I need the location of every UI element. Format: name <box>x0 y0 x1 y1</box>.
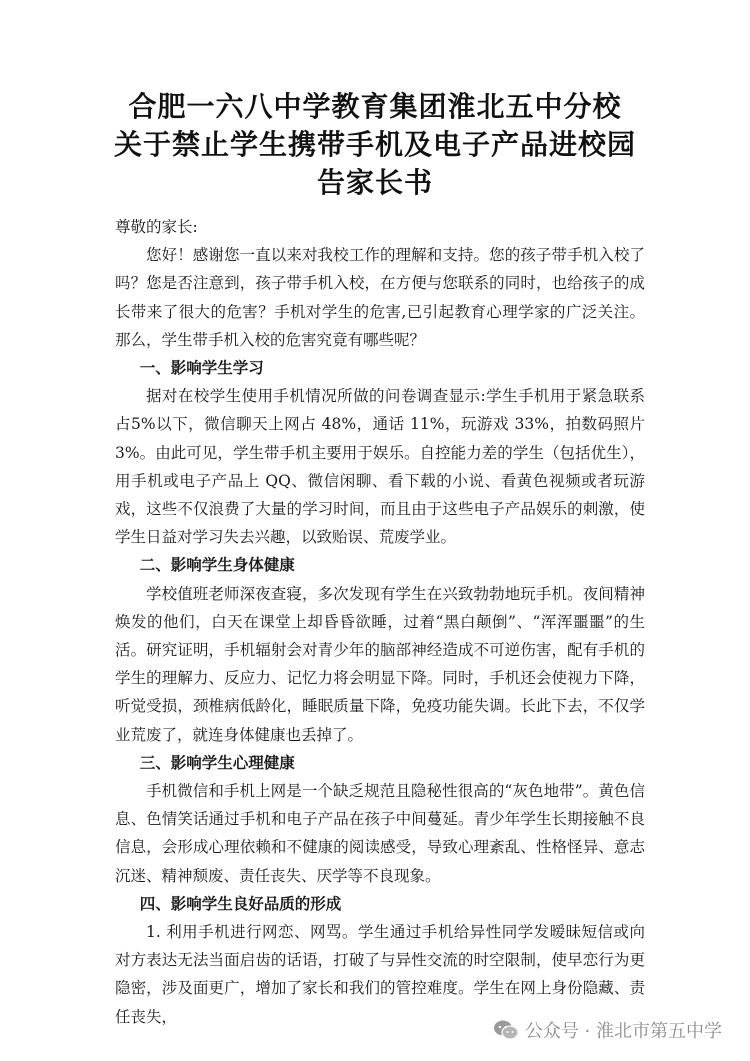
document-title <box>0 88 750 202</box>
watermark-text: 公众号 · 淮北市第五中学 <box>524 1021 722 1042</box>
letter-body <box>115 213 645 1031</box>
section-heading: 三、影响学生心理健康 <box>139 753 295 772</box>
section-paragraph: 手机微信和手机上网是一个缺乏规范且隐秘性很高的“灰色地带”。黄色信息、色情笑话通过手机和电子产品在孩子中间蔓延。青少年学生长期接触不良信息，会形成心理依赖和不健康的阅读感受，导致心理紊乱、性格怪异、意志沉迷、精神颓废、责任丧失、厌学等不良现象。 <box>115 782 645 885</box>
title-line-3: 告家长书 <box>316 166 433 199</box>
section-heading: 四、影响学生良好品质的形成 <box>139 894 342 913</box>
section-paragraph: 据对在校学生使用手机情况所做的问卷调查显示:学生手机用于紧急联系占5%以下，微信聊天上网占 48%，通话 11%，玩游戏 33%，拍数码照片 3%。由此可见，学生带手机主要用于娱乐。自控能力差的学生（包括优生），用手机或电子产品上 QQ、微信闲聊、看下载的小说、看黄色视频或者玩游戏，这些不仅浪费了大量的学习时间，而且由于这些电子产品娱乐的刺激，使学生日益对学习失去兴趣，以致贻误、荒废学业。 <box>115 387 645 547</box>
title-line-2: 关于禁止学生携带手机及电子产品进校园 <box>113 128 636 161</box>
section-heading: 一、影响学生学习 <box>139 359 264 378</box>
section-paragraph: 学校值班老师深夜查寝，多次发现有学生在兴致勃勃地玩手机。夜间精神焕发的他们，白天在课堂上却昏昏欲睡，过着“黑白颠倒”、“浑浑噩噩”的生活。研究证明，手机辐射会对青少年的脑部神经造成不可逆伤害，配有手机的学生的理解力、反应力、记忆力将会明显下降。同时，手机还会使视力下降，听觉受损，颈椎病低龄化，睡眠质量下降，免疫功能失调。长此下去，不仅学业荒废了，就连身体健康也丢掉了。 <box>115 584 645 744</box>
section-paragraph: 1. 利用手机进行网恋、网骂。学生通过手机给异性同学发暧昧短信或向对方表达无法当面启齿的话语，打破了与异性交流的时空限制，使早恋行为更隐密，涉及面更广，增加了家长和我们的管控难度。学生在网上身份隐藏、责任丧失， <box>115 923 645 1026</box>
intro-paragraph: 您好！感谢您一直以来对我校工作的理解和支持。您的孩子带手机入校了吗？您是否注意到，孩子带手机入校，在方便与您联系的同时，也给孩子的成长带来了很大的危害？手机对学生的危害,已引起教育心理学家的广泛关注。那么，学生带手机入校的危害究竟有哪些呢？ <box>115 246 645 349</box>
title-line-1: 合肥一六八中学教育集团淮北五中分校 <box>128 90 622 123</box>
salutation: 尊敬的家长: <box>115 218 198 236</box>
wechat-watermark <box>493 1017 722 1043</box>
wechat-official-account-icon <box>493 1019 519 1041</box>
section-heading: 二、影响学生身体健康 <box>139 556 295 575</box>
